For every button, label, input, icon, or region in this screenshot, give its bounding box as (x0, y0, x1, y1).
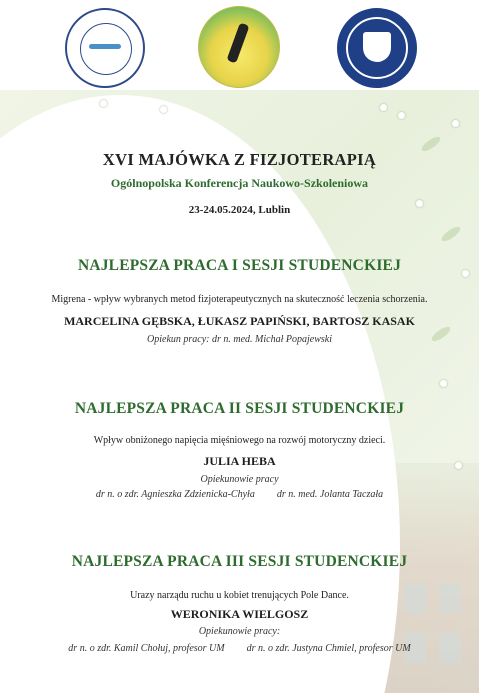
section-heading: NAJLEPSZA PRACA II SESJI STUDENCKIEJ (74, 400, 405, 417)
flower-decoration (440, 380, 447, 387)
work-title: Wpływ obniżonego napięcia mięśniowego na rozwój motoryczny dzieci. (93, 435, 386, 446)
supervisor-label: Opiekunowie pracy: (198, 626, 281, 637)
physiotherapy-society-logo (65, 8, 145, 88)
flower-decoration (398, 112, 405, 119)
authors: WERONIKA WIELGOSZ (170, 607, 309, 621)
supervisor-name: dr n. o zdr. Agnieszka Zdzienicka-Chyła (95, 489, 255, 500)
eagle-crest-icon (363, 32, 391, 62)
flower-decoration (452, 120, 459, 127)
work-title: Urazy narządu ruchu u kobiet trenujących Pole Dance. (130, 590, 349, 601)
medical-university-lublin-logo (337, 8, 417, 88)
physiotherapy-student-club-logo (198, 6, 280, 88)
authors: MARCELINA GĘBSKA, ŁUKASZ PAPIŃSKI, BARTOSZ KASAK (64, 314, 415, 328)
section-heading: NAJLEPSZA PRACA I SESJI STUDENCKIEJ (77, 257, 402, 274)
authors: JULIA HEBA (203, 454, 276, 468)
conference-date: 23-24.05.2024, Lublin (188, 204, 291, 216)
supervisor-names (0, 643, 479, 654)
conference-title: XVI MAJÓWKA Z FIZJOTERAPIĄ (102, 150, 377, 169)
flower-decoration (160, 106, 167, 113)
supervisor-name: dr n. o zdr. Kamil Chołuj, profesor UM (68, 643, 225, 654)
supervisor-label: Opiekunowie pracy (200, 474, 279, 485)
flower-decoration (100, 100, 107, 107)
supervisor-name: dr n. o zdr. Justyna Chmiel, profesor UM (246, 643, 411, 654)
section-heading: NAJLEPSZA PRACA III SESJI STUDENCKIEJ (71, 553, 408, 570)
runner-figure-icon (226, 22, 249, 63)
patient-figure-icon (89, 44, 121, 49)
supervisor-names (0, 489, 479, 500)
supervisor-label: Opiekun pracy: dr n. med. Michał Popajewski (147, 334, 332, 345)
flower-decoration (380, 104, 387, 111)
conference-subtitle: Ogólnopolska Konferencja Naukowo-Szkoleniowa (110, 176, 369, 190)
work-title: Migrena - wpływ wybranych metod fizjoterapeutycznych na skuteczność leczenia schorzenia. (51, 294, 428, 305)
supervisor-name: dr n. med. Jolanta Taczała (276, 489, 384, 500)
